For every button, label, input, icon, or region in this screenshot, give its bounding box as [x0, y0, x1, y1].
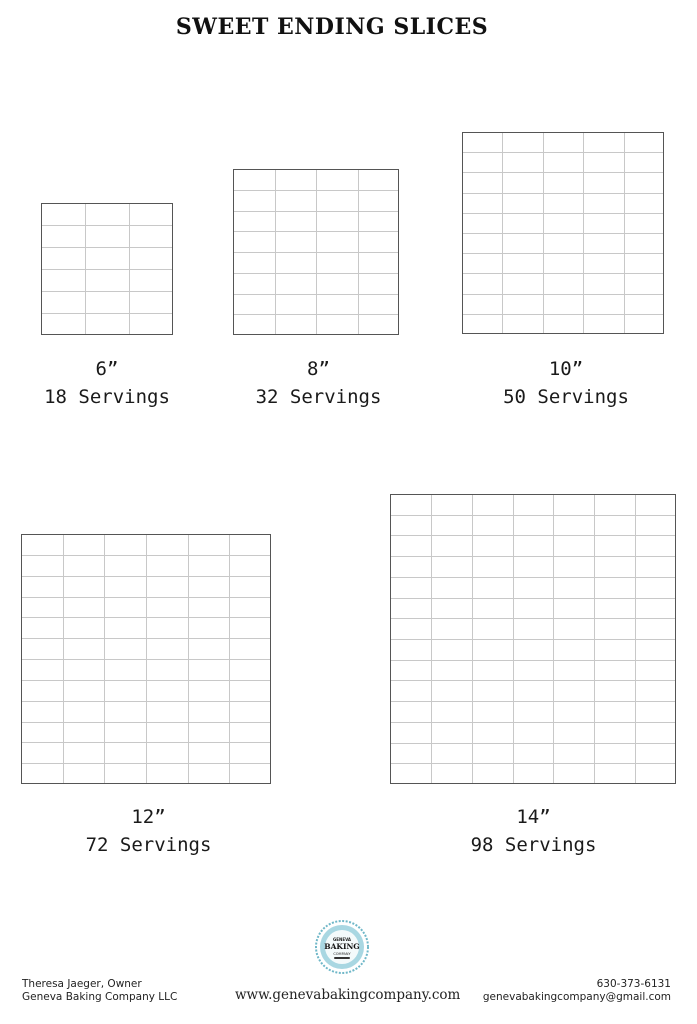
slice-grid-svg [21, 534, 271, 784]
cake-grid-8 [233, 169, 399, 335]
owner-name: Theresa Jaeger, Owner [22, 978, 142, 990]
cake-size-label: 6” [95, 358, 119, 380]
company-logo [315, 920, 369, 974]
cake-caption-8 [236, 355, 401, 411]
cake-servings-label: 18 Servings [44, 386, 170, 408]
cake-grid-6 [41, 203, 173, 335]
slice-grid-svg [41, 203, 173, 335]
cake-size-label: 10” [548, 358, 584, 380]
slice-grid-svg [462, 132, 664, 334]
website-link[interactable]: www.genevabakingcompany.com [235, 987, 461, 1003]
cake-grid-14 [390, 494, 676, 784]
cake-caption-14 [451, 803, 616, 859]
logo-bottom-text: COMPANY [333, 952, 351, 956]
cake-size-label: 14” [516, 806, 551, 828]
page-title: SWEET ENDING SLICES [175, 14, 489, 40]
logo-badge [315, 920, 369, 974]
logo-main-text: BAKING [324, 942, 360, 951]
cake-servings-label: 98 Servings [470, 834, 597, 856]
slice-grid-svg [390, 494, 676, 784]
cake-servings-label: 32 Servings [255, 386, 382, 408]
footer-contact-block [483, 978, 671, 1004]
cake-grid-10 [462, 132, 664, 334]
cake-size-label: 8” [307, 358, 330, 380]
cake-servings-label: 72 Servings [85, 834, 212, 856]
cake-grid-12 [21, 534, 271, 784]
cake-size-label: 12” [131, 806, 166, 828]
logo-top-text: GENEVA [332, 937, 352, 942]
company-name: Geneva Baking Company LLC [22, 991, 178, 1003]
cake-caption-12 [66, 803, 231, 859]
slice-grid-svg [233, 169, 399, 335]
footer-owner-block [22, 978, 177, 1004]
phone-number: 630-373-6131 [596, 978, 671, 990]
cake-servings-label: 50 Servings [503, 386, 629, 408]
email-link[interactable]: genevabakingcompany@gmail.com [482, 991, 671, 1003]
cake-caption-6 [37, 355, 177, 411]
cake-caption-10 [486, 355, 646, 411]
